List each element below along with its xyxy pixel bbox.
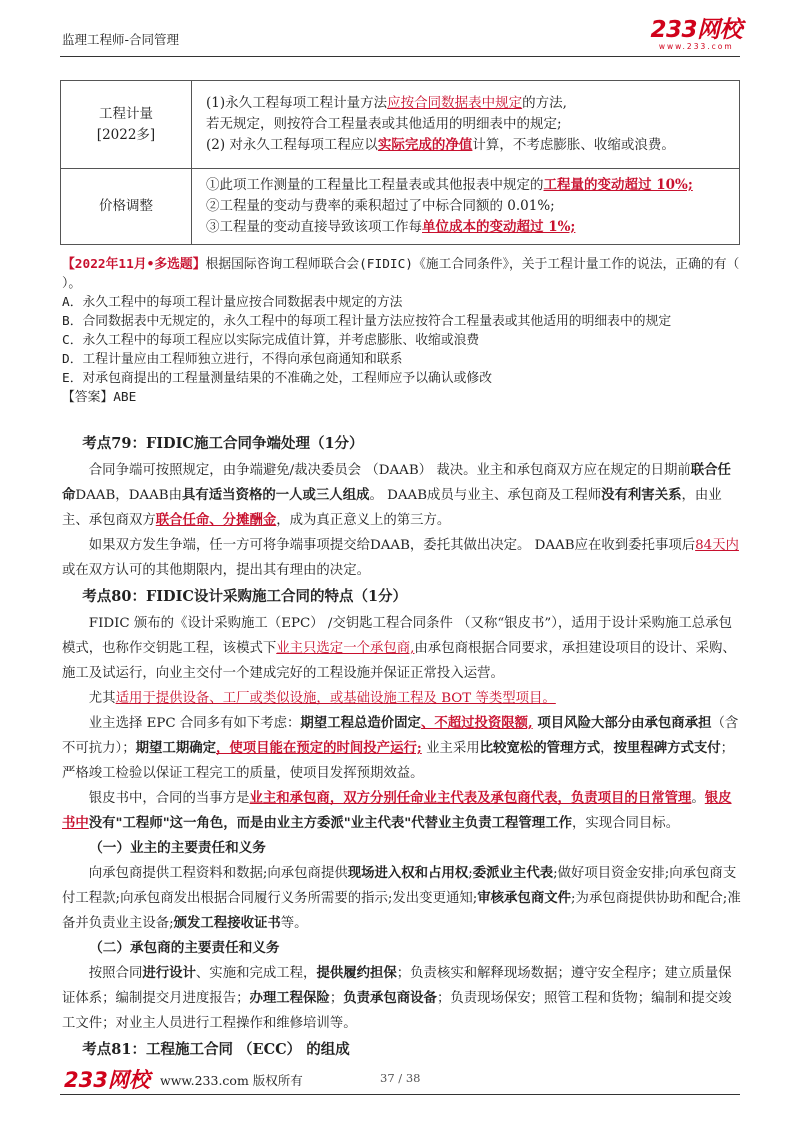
footer-divider bbox=[60, 1094, 740, 1095]
text: 银皮书中，合同的当事方是 bbox=[88, 791, 250, 806]
text: 的方法, bbox=[522, 95, 567, 111]
text: 合同争端可按照规定，由争端避免/裁决委员会 （DAAB） 裁决。业主和承包商双方应在规定的日期前 bbox=[88, 463, 691, 478]
text: (2) 对永久工程每项工程应以 bbox=[206, 137, 378, 153]
row-label-tag: [2022多] bbox=[96, 126, 156, 143]
text: (1)永久工程每项工程计量方法 bbox=[206, 95, 388, 111]
table-row bbox=[61, 81, 740, 169]
paragraph bbox=[62, 686, 742, 711]
text: ②工程量的变动与费率的乘积超过了中标合同额的 0.01%; bbox=[206, 198, 555, 214]
highlight-text: 应按合同数据表中规定 bbox=[387, 95, 523, 111]
text: 尤其 bbox=[88, 691, 116, 706]
option-c: C．永久工程中的每项工程应以实际完成值计算，并考虑膨胀、收缩或浪费 bbox=[62, 333, 480, 348]
footer-copyright: www.233.com 版权所有 bbox=[160, 1073, 303, 1088]
table-label-cell bbox=[61, 81, 192, 169]
option-e: E．对承包商提出的工程量测量结果的不准确之处，工程师应予以确认或修改 bbox=[62, 371, 493, 386]
logo-url: www.233.com bbox=[658, 42, 734, 51]
text: 。 DAAB成员与业主、承包商及工程师 bbox=[369, 488, 602, 503]
text: 向承包商提供工程资料和数据;向承包商提供 bbox=[88, 866, 348, 881]
text: ，成为真正意义上的第三方。 bbox=[276, 513, 451, 528]
text: ①此项工作测量的工程量比工程量表或其他报表中规定的 bbox=[206, 177, 544, 193]
text: 、实施和完成工程， bbox=[195, 966, 317, 981]
text: ;做好项目资金安排;向承包商支付工程款;向承包商发出根据合同履行义务所需要的指示;发出变更通知; bbox=[62, 866, 737, 906]
highlight-text: 联合任命、分摊酬金 bbox=[155, 512, 277, 528]
bold-text: 办理工程保险 bbox=[249, 990, 330, 1006]
bold-text: 审核承包商文件 bbox=[477, 890, 571, 906]
bold-text: 现场进入权和占用权 bbox=[347, 865, 469, 881]
text: ；负责核实和解释现场数据；遵守安全程序；建立质量保证体系；编制提交月进度报告； bbox=[62, 966, 732, 1006]
footer-logo: 233网校 bbox=[64, 1068, 150, 1092]
page-number: 37 / 38 bbox=[380, 1071, 421, 1085]
text: ③工程量的变动直接导致该项工作每 bbox=[206, 219, 422, 235]
paragraph bbox=[62, 861, 742, 936]
paragraph bbox=[62, 458, 742, 533]
text: ，实现合同目标。 bbox=[571, 816, 680, 831]
bold-text: 提供履约担保 bbox=[316, 965, 397, 981]
bold-text: 没有利害关系 bbox=[601, 487, 682, 503]
highlight-text: 工程量的变动超过 10%; bbox=[543, 177, 693, 193]
paragraph bbox=[62, 611, 742, 686]
text: 若无规定，则按符合工程量表或其他适用的明细表中的规定; bbox=[206, 116, 562, 132]
highlight-text: 84天内 bbox=[695, 538, 739, 553]
table-content-cell bbox=[192, 81, 740, 169]
brand-logo bbox=[650, 18, 742, 51]
bold-text: 进行设计 bbox=[142, 965, 196, 981]
text: ，由业主、承包商双方 bbox=[62, 488, 722, 528]
highlight-text: 银皮书中 bbox=[62, 790, 732, 831]
bold-text: 按里程碑方式支付 bbox=[613, 740, 721, 756]
bold-text: 具有适当资格的一人或三人组成 bbox=[182, 487, 370, 503]
section-heading-80: 考点80：FIDIC设计采购施工合同的特点（1分） bbox=[82, 588, 408, 605]
text: 业主采用 bbox=[421, 741, 480, 756]
exam-question bbox=[62, 255, 742, 407]
section-heading-81: 考点81：工程施工合同 （ECC） 的组成 bbox=[82, 1041, 350, 1058]
highlight-text: 、不超过投资限额, bbox=[420, 715, 533, 731]
highlight-text: 业主和承包商，双方分别任命业主代表及承包商代表，负责项目的日常管理 bbox=[249, 790, 692, 806]
bold-text: 委派业主代表 bbox=[472, 865, 554, 881]
text: 。 bbox=[691, 791, 705, 806]
text: 业主选择 EPC 合同多有如下考虑： bbox=[88, 716, 301, 731]
bold-text: 联合任命 bbox=[62, 462, 731, 503]
bold-text: 项目风险大部分由承包商承担 bbox=[532, 715, 712, 731]
bold-text: 没有"工程师"这一角色，而是由业主方委派"业主代表"代替业主负责工程管理工作 bbox=[88, 815, 572, 831]
text: 如果双方发生争端，任一方可将争端事项提交给DAAB，委托其做出决定。 DAAB应在收到委托事项后 bbox=[88, 538, 696, 553]
paragraph bbox=[62, 786, 742, 836]
bold-text: 期望工程总造价固定 bbox=[300, 715, 421, 731]
text: 等。 bbox=[280, 916, 308, 931]
bold-text: 负责承包商设备 bbox=[343, 990, 437, 1006]
option-a: A．永久工程中的每项工程计量应按合同数据表中规定的方法 bbox=[62, 295, 403, 310]
logo-text: 233网校 bbox=[650, 17, 742, 43]
document-header-title: 监理工程师-合同管理 bbox=[62, 32, 180, 47]
table-label-cell: 价格调整 bbox=[61, 169, 192, 245]
highlight-text: 适用于提供设备、工厂或类似设施，或基础设施工程及 BOT 等类型项目。 bbox=[115, 691, 556, 706]
answer: 【答案】ABE bbox=[62, 390, 137, 405]
text: ;为承包商提供协助和配合;准备并负责业主设备; bbox=[62, 891, 741, 931]
paragraph bbox=[62, 961, 742, 1036]
document-body bbox=[62, 430, 742, 1064]
row-label: 工程计量 bbox=[99, 105, 153, 122]
text: 计算，不考虑膨胀、收缩或浪费。 bbox=[472, 137, 675, 153]
measurement-table bbox=[60, 80, 740, 245]
text: 按照合同 bbox=[88, 966, 143, 981]
question-tag: 【2022年11月•多选题】 bbox=[62, 257, 206, 272]
text: 由承包商根据合同要求，承担建设项目的设计、采购、施工及试运行，向业主交付一个建成完好的工程设施并保证正常投入运营。 bbox=[62, 641, 736, 681]
table-content-cell bbox=[192, 169, 740, 245]
highlight-text: 业主只选定一个承包商, bbox=[276, 641, 415, 656]
subheading-owner-duties: （一）业主的主要责任和义务 bbox=[89, 840, 266, 856]
highlight-text: 实际完成的净值 bbox=[377, 137, 473, 153]
highlight-text: 单位成本的变动超过 1%; bbox=[422, 219, 576, 235]
section-heading-79: 考点79：FIDIC施工合同争端处理（1分） bbox=[82, 435, 364, 452]
question-stem: 根据国际咨询工程师联合会(FIDIC)《施工合同条件》，关于工程计量工作的说法，正确的有（ ）。 bbox=[62, 257, 740, 291]
table-row bbox=[61, 169, 740, 245]
subheading-contractor-duties: （二）承包商的主要责任和义务 bbox=[89, 940, 280, 956]
bold-text: 期望工期确定 bbox=[135, 740, 216, 756]
text: ；严格竣工检验以保证工程完工的质量，使项目发挥预期效益。 bbox=[62, 741, 735, 781]
highlight-text: ，使项目能在预定的时间投产运行; bbox=[216, 740, 422, 756]
text: 或在双方认可的其他期限内，提出其有理由的决定。 bbox=[62, 563, 370, 578]
text: ， bbox=[600, 741, 614, 756]
text: FIDIC 颁布的《设计采购施工（EPC） /交钥匙工程合同条件 （又称“银皮书”），适用于设计采购施工总承包模式，也称作交钥匙工程，该模式下 bbox=[62, 616, 732, 656]
paragraph bbox=[62, 533, 742, 583]
text: ; bbox=[468, 866, 473, 881]
option-d: D．工程计量应由工程师独立进行，不得向承包商通知和联系 bbox=[62, 352, 403, 367]
text: ；负责现场保安；照管工程和货物；编制和提交竣工文件；对业主人员进行工程操作和维修培训等。 bbox=[62, 991, 732, 1031]
text: （含不可抗力）； bbox=[62, 716, 739, 756]
text: ； bbox=[329, 991, 344, 1006]
option-b: B．合同数据表中无规定的，永久工程中的每项工程计量方法应按符合工程量表或其他适用的明细表中的规定 bbox=[62, 314, 672, 329]
bold-text: 比较宽松的管理方式 bbox=[479, 740, 601, 756]
text: DAAB，DAAB由 bbox=[75, 488, 183, 503]
paragraph bbox=[62, 711, 742, 786]
header-divider bbox=[60, 56, 740, 57]
bold-text: 颁发工程接收证书 bbox=[173, 915, 281, 931]
